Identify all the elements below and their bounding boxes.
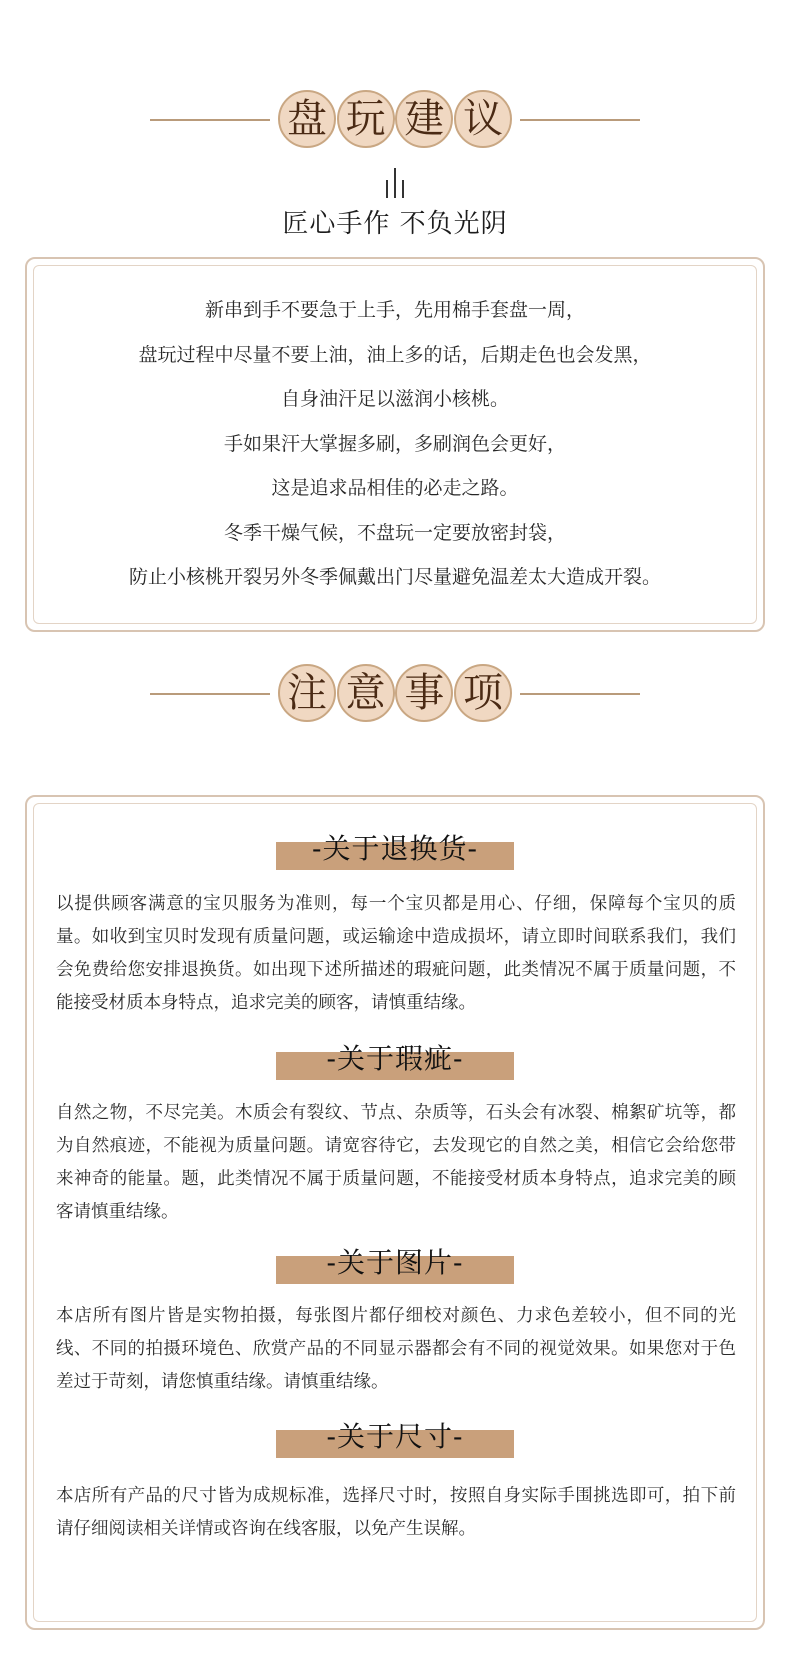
heading-char: 议 <box>454 90 512 148</box>
advice-line: 自身油汗足以滋润小核桃。 <box>280 388 509 410</box>
heading-line-right <box>520 119 640 121</box>
heading-char: 项 <box>454 664 512 722</box>
advice-line: 这是追求品相佳的必走之路。 <box>271 477 519 499</box>
heading-char: 事 <box>395 664 453 722</box>
divider-icon <box>380 168 410 198</box>
advice-line: 盘玩过程中尽量不要上油，油上多的话，后期走色也会发黑， <box>138 343 652 366</box>
heading-line-right <box>520 693 640 695</box>
heading-line-left <box>150 693 270 695</box>
advice-text <box>30 288 760 600</box>
slogan: 匠心手作 不负光阴 <box>282 209 508 239</box>
heading-char: 意 <box>337 664 395 722</box>
heading-char: 建 <box>395 90 453 148</box>
heading-char: 注 <box>278 664 336 722</box>
heading-char: 玩 <box>337 90 395 148</box>
advice-line: 冬季干燥气候，不盘玩一定要放密封袋， <box>223 521 566 544</box>
returns-text: 以提供顾客满意的宝贝服务为准则，每一个宝贝都是用心、仔细，保障每个宝贝的质量。如收到宝贝时发现有质量问题，或运输途中造成损坏，请立即时间联系我们，我们会免费给您安排退换货。如出现下述所描述的瑕疵问题，此类情况不属于质量问题，不能接受材质本身特点，追求完美的顾客，请慎重结缘。 <box>56 894 736 1013</box>
heading-char: 盘 <box>278 90 336 148</box>
advice-line: 手如果汗大掌握多刷，多刷润色会更好， <box>223 432 566 455</box>
advice-line: 防止小核桃开裂另外冬季佩戴出门尽量避免温差太大造成开裂。 <box>128 566 661 588</box>
flaws-text: 自然之物，不尽完美。木质会有裂纹、节点、杂质等，石头会有冰裂、棉絮矿坑等，都为自然痕迹，不能视为质量问题。请宽容待它，去发现它的自然之美，相信它会给您带来神奇的能量。题，此类情况不属于质量问题，不能接受材质本身特点，追求完美的顾客请慎重结缘。 <box>56 1103 736 1222</box>
advice-line: 新串到手不要急于上手，先用棉手套盘一周， <box>204 299 585 321</box>
size-text: 本店所有产品的尺寸皆为成规标准，选择尺寸时，按照自身实际手围挑选即可，拍下前请仔细阅读相关详情或咨询在线客服，以免产生误解。 <box>56 1486 736 1539</box>
advice-heading <box>0 79 790 159</box>
heading-line-left <box>150 119 270 121</box>
subheading-returns: -关于退换货- <box>276 832 514 870</box>
heading-title <box>278 653 512 733</box>
subheading-pictures: -关于图片- <box>276 1246 514 1284</box>
pictures-text: 本店所有图片皆是实物拍摄，每张图片都仔细校对颜色、力求色差较小，但不同的光线、不同的拍摄环境色、欣赏产品的不同显示器都会有不同的视觉效果。如果您对于色差过于苛刻，请您慎重结缘。请慎重结缘。 <box>56 1306 736 1392</box>
subheading-flaws: -关于瑕疵- <box>276 1042 514 1080</box>
subheading-size: -关于尺寸- <box>276 1420 514 1458</box>
notice-heading <box>0 653 790 733</box>
heading-title <box>278 79 512 159</box>
